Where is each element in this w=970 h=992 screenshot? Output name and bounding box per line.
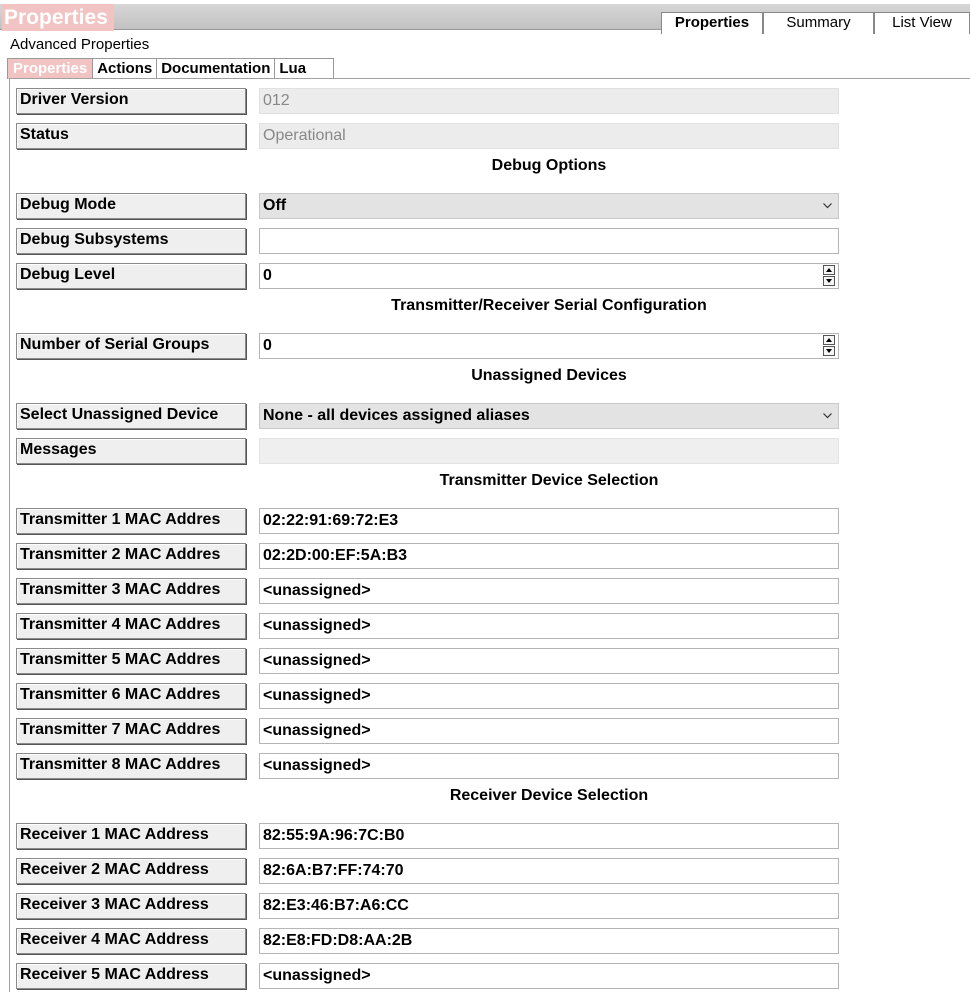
- serial-groups-value: 0: [263, 337, 272, 354]
- transmitter-8-mac-field[interactable]: <unassigned>: [259, 753, 839, 779]
- debug-mode-select[interactable]: [259, 193, 839, 219]
- receiver-1-mac-field[interactable]: 82:55:9A:96:7C:B0: [259, 823, 839, 849]
- increment-icon[interactable]: [823, 265, 835, 275]
- tab-properties[interactable]: Properties: [661, 12, 763, 34]
- serial-groups-label: Number of Serial Groups: [16, 333, 246, 359]
- receiver-2-label: Receiver 2 MAC Address: [16, 858, 246, 884]
- debug-subsystems-label: Debug Subsystems: [16, 228, 246, 254]
- transmitter-selection-heading: Transmitter Device Selection: [439, 472, 659, 489]
- receiver-1-label: Receiver 1 MAC Address: [16, 823, 246, 849]
- decrement-icon[interactable]: [823, 346, 835, 356]
- transmitter-4-label: Transmitter 4 MAC Addres: [16, 613, 246, 639]
- messages-value: [259, 438, 839, 464]
- select-unassigned-value: None - all devices assigned aliases: [263, 407, 530, 424]
- receiver-4-mac-field[interactable]: 82:E8:FD:D8:AA:2B: [259, 928, 839, 954]
- status-value: Operational: [259, 123, 839, 149]
- chevron-down-icon: [823, 201, 832, 210]
- decrement-icon[interactable]: [823, 276, 835, 286]
- debug-level-label: Debug Level: [16, 263, 246, 289]
- chevron-down-icon: [823, 411, 832, 420]
- transmitter-3-mac-field[interactable]: <unassigned>: [259, 578, 839, 604]
- receiver-3-label: Receiver 3 MAC Address: [16, 893, 246, 919]
- transmitter-2-mac-field[interactable]: 02:2D:00:EF:5A:B3: [259, 543, 839, 569]
- debug-level-value: 0: [263, 267, 272, 284]
- property-tabs: [7, 58, 333, 79]
- transmitter-6-mac-field[interactable]: <unassigned>: [259, 683, 839, 709]
- transmitter-3-label: Transmitter 3 MAC Addres: [16, 578, 246, 604]
- title-bar: [0, 4, 970, 30]
- tab-properties-inner[interactable]: Properties: [7, 58, 93, 79]
- transmitter-2-label: Transmitter 2 MAC Addres: [16, 543, 246, 569]
- transmitter-5-mac-field[interactable]: <unassigned>: [259, 648, 839, 674]
- transmitter-5-label: Transmitter 5 MAC Addres: [16, 648, 246, 674]
- receiver-selection-heading: Receiver Device Selection: [449, 787, 649, 804]
- receiver-2-mac-field[interactable]: 82:6A:B7:FF:74:70: [259, 858, 839, 884]
- receiver-5-mac-field[interactable]: <unassigned>: [259, 963, 839, 989]
- driver-version-value: 012: [259, 88, 839, 114]
- transmitter-6-label: Transmitter 6 MAC Addres: [16, 683, 246, 709]
- transmitter-7-mac-field[interactable]: <unassigned>: [259, 718, 839, 744]
- properties-panel: [9, 78, 970, 992]
- transmitter-8-label: Transmitter 8 MAC Addres: [16, 753, 246, 779]
- debug-mode-value: Off: [263, 197, 287, 214]
- tab-documentation[interactable]: Documentation: [156, 58, 275, 79]
- serial-configuration-heading: Transmitter/Receiver Serial Configuration: [391, 297, 707, 314]
- transmitter-1-mac-field[interactable]: 02:22:91:69:72:E3: [259, 508, 839, 534]
- debug-mode-label: Debug Mode: [16, 193, 246, 219]
- receiver-3-mac-field[interactable]: 82:E3:46:B7:A6:CC: [259, 893, 839, 919]
- transmitter-7-label: Transmitter 7 MAC Addres: [16, 718, 246, 744]
- debug-subsystems-field[interactable]: [259, 228, 839, 254]
- transmitter-4-mac-field[interactable]: <unassigned>: [259, 613, 839, 639]
- page-title: Properties: [2, 4, 114, 31]
- debug-options-heading: Debug Options: [491, 157, 607, 174]
- select-unassigned-label: Select Unassigned Device: [16, 403, 246, 429]
- status-label: Status: [16, 123, 246, 149]
- tab-list-view[interactable]: List View: [874, 12, 970, 34]
- tab-actions[interactable]: Actions: [92, 58, 157, 79]
- spinner-buttons: [823, 335, 837, 357]
- receiver-4-label: Receiver 4 MAC Address: [16, 928, 246, 954]
- transmitter-1-label: Transmitter 1 MAC Addres: [16, 508, 246, 534]
- view-tabs: [661, 12, 970, 34]
- debug-level-stepper[interactable]: [259, 263, 839, 289]
- tab-lua[interactable]: Lua: [274, 58, 334, 79]
- select-unassigned-device-select[interactable]: [259, 403, 839, 429]
- receiver-5-label: Receiver 5 MAC Address: [16, 963, 246, 989]
- serial-groups-stepper[interactable]: [259, 333, 839, 359]
- unassigned-devices-heading: Unassigned Devices: [471, 367, 627, 384]
- driver-version-label: Driver Version: [16, 88, 246, 114]
- spinner-buttons: [823, 265, 837, 287]
- increment-icon[interactable]: [823, 335, 835, 345]
- messages-label: Messages: [16, 438, 246, 464]
- advanced-properties-heading: Advanced Properties: [10, 36, 150, 53]
- tab-summary[interactable]: Summary: [763, 12, 874, 34]
